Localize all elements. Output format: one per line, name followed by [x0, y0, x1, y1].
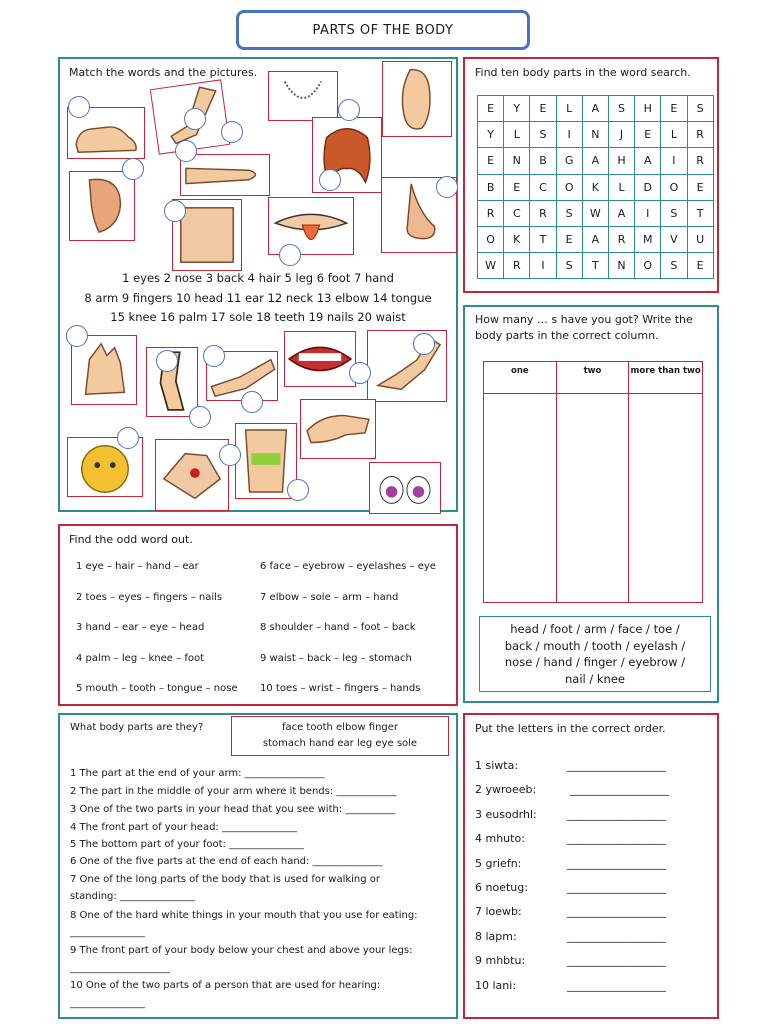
nails-picture	[155, 439, 229, 511]
how-many-panel	[463, 305, 719, 703]
answer-circle-2[interactable]	[184, 108, 206, 130]
definitions-instruction: What body parts are they?	[70, 722, 204, 733]
columns-table	[483, 361, 703, 603]
mouth-picture	[284, 331, 356, 387]
how-many-instruction-1: How many … s have you got? Write the	[475, 313, 693, 326]
word-search-cell[interactable]: T	[582, 253, 608, 279]
word-search-cell[interactable]: L	[504, 122, 530, 148]
word-search-cell[interactable]: L	[661, 122, 687, 148]
scramble-answer-blank[interactable]: __________________	[567, 856, 666, 870]
word-search-cell[interactable]: E	[530, 96, 556, 122]
word-search-cell[interactable]: K	[504, 226, 530, 252]
word-bank-line: head / foot / arm / face / toe /	[510, 622, 680, 636]
word-search-cell[interactable]: S	[661, 200, 687, 226]
word-search-cell[interactable]: T	[687, 200, 713, 226]
word-search-cell[interactable]: W	[478, 253, 504, 279]
word-search-cell[interactable]: I	[661, 148, 687, 174]
answer-circle-5[interactable]	[175, 140, 197, 162]
column-two-cell[interactable]	[556, 394, 629, 603]
word-search-row	[478, 200, 714, 226]
scramble-answer-blank[interactable]: __________________	[567, 978, 666, 992]
word-search-cell[interactable]: R	[608, 226, 634, 252]
word-search-cell[interactable]: V	[661, 226, 687, 252]
column-more-cell[interactable]	[629, 394, 703, 603]
odd-item-8: 8 shoulder – hand – foot – back	[260, 622, 416, 633]
word-search-cell[interactable]: K	[582, 174, 608, 200]
word-search-cell[interactable]: A	[582, 148, 608, 174]
match-instruction: Match the words and the pictures.	[69, 66, 258, 79]
word-search-cell[interactable]: N	[504, 148, 530, 174]
scramble-answer-blank[interactable]: __________________	[567, 954, 666, 968]
odd-item-3: 3 hand – ear – eye – head	[76, 622, 205, 633]
word-search-cell[interactable]: S	[661, 253, 687, 279]
word-search-cell[interactable]: O	[661, 174, 687, 200]
word-search-cell[interactable]: B	[530, 148, 556, 174]
ear-picture	[69, 171, 135, 241]
word-search-cell[interactable]: W	[582, 200, 608, 226]
word-search-row	[478, 174, 714, 200]
eyes-picture	[369, 462, 441, 514]
odd-item-5: 5 mouth – tooth – tongue – nose	[76, 683, 238, 694]
word-search-cell[interactable]: S	[608, 96, 634, 122]
word-search-cell[interactable]: H	[608, 148, 634, 174]
definition-line: _______________	[70, 927, 145, 938]
definition-line: 5 The bottom part of your foot: _______________	[70, 839, 305, 850]
scramble-word: 4 mhuto:	[475, 832, 525, 846]
answer-circle-3[interactable]	[221, 121, 243, 143]
odd-item-2: 2 toes – eyes – fingers – nails	[76, 592, 223, 603]
answer-circle-1[interactable]	[68, 96, 90, 118]
scramble-word: 5 griefn:	[475, 856, 522, 870]
word-search-cell[interactable]: E	[478, 96, 504, 122]
answer-circle-17[interactable]	[241, 391, 263, 413]
word-bank-line: back / mouth / tooth / eyelash /	[504, 638, 686, 653]
answer-circle-14[interactable]	[413, 333, 435, 355]
answer-circle-12[interactable]	[156, 350, 178, 372]
word-search-cell[interactable]: Y	[478, 122, 504, 148]
definition-line: 8 One of the hard white things in your mouth that you use for eating:	[70, 910, 418, 921]
definition-line: standing: _______________	[70, 891, 195, 902]
match-words-line-2: 8 arm 9 fingers 10 head 11 ear 12 neck 13 elbow 14 tongue	[84, 291, 432, 305]
scramble-answer-blank[interactable]: __________________	[567, 881, 666, 894]
word-search-row	[478, 96, 714, 122]
odd-item-10: 10 toes – wrist – fingers – hands	[260, 683, 421, 694]
odd-item-4: 4 palm – leg – knee – foot	[76, 653, 204, 664]
word-search-cell[interactable]: G	[556, 148, 582, 174]
word-search-cell[interactable]: M	[635, 226, 661, 252]
scramble-word: 6 noetug:	[475, 881, 528, 894]
definition-line: 2 The part in the middle of your arm where it bends: ____________	[70, 786, 397, 797]
word-search-cell[interactable]: A	[608, 200, 634, 226]
definition-line: 1 The part at the end of your arm: ________________	[70, 768, 325, 779]
page-title: PARTS OF THE BODY	[236, 10, 530, 50]
scramble-word: 8 lapm:	[475, 929, 517, 943]
scramble-word: 9 mhbtu:	[475, 954, 526, 968]
answer-circle-4[interactable]	[338, 99, 360, 121]
definition-line: 7 One of the long parts of the body that is used for walking or	[70, 874, 381, 885]
word-search-row	[478, 148, 714, 174]
scramble-answer-blank[interactable]: __________________	[567, 929, 666, 943]
answer-circle-16[interactable]	[189, 406, 211, 428]
answer-circle-20[interactable]	[287, 479, 309, 501]
answer-circle-18[interactable]	[117, 427, 139, 449]
scramble-answer-blank[interactable]: __________________	[567, 807, 666, 821]
odd-word-panel	[58, 524, 458, 706]
word-search-cell[interactable]: C	[504, 200, 530, 226]
word-search-cell[interactable]: S	[530, 122, 556, 148]
word-search-cell[interactable]: I	[556, 122, 582, 148]
column-one-cell[interactable]	[484, 394, 557, 603]
answer-circle-7[interactable]	[319, 169, 341, 191]
match-words-line-1: 1 eyes 2 nose 3 back 4 hair 5 leg 6 foot 7 hand	[122, 271, 394, 285]
word-search-cell[interactable]: R	[687, 122, 713, 148]
word-search-row	[478, 226, 714, 252]
word-search-cell[interactable]: N	[582, 122, 608, 148]
answer-circle-15[interactable]	[349, 362, 371, 384]
definitions-options-box	[231, 716, 449, 756]
definition-line: _______________	[70, 998, 145, 1009]
scramble-word: 7 loewb:	[475, 905, 522, 919]
word-search-cell[interactable]: E	[687, 174, 713, 200]
word-bank-line: nose / hand / finger / eyebrow /	[504, 655, 686, 669]
word-search-cell[interactable]: E	[478, 148, 504, 174]
word-search-cell[interactable]: J	[608, 122, 634, 148]
scramble-word: 2 ywroeeb:	[475, 783, 537, 797]
word-search-cell[interactable]: I	[635, 200, 661, 226]
column-two-header: two	[556, 362, 629, 394]
column-more-header: more than two	[629, 362, 703, 394]
word-search-cell[interactable]: T	[530, 226, 556, 252]
finger-picture	[180, 154, 270, 196]
odd-item-7: 7 elbow – sole – arm – hand	[260, 592, 399, 603]
scramble-answer-blank[interactable]: __________________	[567, 832, 666, 846]
definitions-panel	[58, 713, 458, 1019]
how-many-instruction-2: body parts in the correct column.	[475, 329, 659, 342]
answer-circle-11[interactable]	[66, 325, 88, 347]
scramble-instruction: Put the letters in the correct order.	[475, 722, 666, 735]
word-search-cell[interactable]: S	[687, 96, 713, 122]
word-search-cell[interactable]: E	[635, 122, 661, 148]
definition-line: 6 One of the five parts at the end of each hand: ______________	[70, 856, 383, 867]
word-search-row	[478, 122, 714, 148]
tongue-picture	[268, 197, 354, 255]
definition-line: 4 The front part of your head: _______________	[70, 822, 297, 833]
word-search-cell[interactable]: L	[608, 174, 634, 200]
word-search-cell[interactable]: O	[556, 174, 582, 200]
word-search-cell[interactable]: S	[556, 200, 582, 226]
arm-picture	[367, 330, 447, 402]
word-search-cell[interactable]: I	[530, 253, 556, 279]
word-search-cell[interactable]: S	[556, 253, 582, 279]
word-search-cell[interactable]: R	[530, 200, 556, 226]
word-search-cell[interactable]: U	[687, 226, 713, 252]
match-words-line-3: 15 knee 16 palm 17 sole 18 teeth 19 nails 20 waist	[110, 310, 406, 324]
word-search-cell[interactable]: E	[504, 174, 530, 200]
scramble-answer-blank[interactable]: __________________	[570, 783, 669, 797]
word-search-cell[interactable]: D	[635, 174, 661, 200]
answer-circle-13[interactable]	[203, 345, 225, 367]
scramble-word: 3 eusodrhl:	[475, 807, 537, 821]
scramble-answer-blank[interactable]: __________________	[567, 759, 666, 772]
word-search-grid	[477, 95, 714, 279]
word-search-cell[interactable]: N	[608, 253, 634, 279]
answer-circle-6[interactable]	[122, 158, 144, 180]
word-search-cell[interactable]: L	[556, 96, 582, 122]
scramble-word: 1 siwta:	[475, 759, 519, 772]
word-search-cell[interactable]: A	[582, 96, 608, 122]
word-search-row	[478, 253, 714, 279]
word-search-cell[interactable]: A	[635, 148, 661, 174]
word-search-cell[interactable]: O	[478, 226, 504, 252]
word-bank-line: nail / knee	[564, 671, 625, 686]
answer-circle-19[interactable]	[219, 444, 241, 466]
definition-line: ____________________	[70, 963, 170, 974]
match-panel	[58, 57, 458, 512]
word-search-instruction: Find ten body parts in the word search.	[475, 66, 691, 79]
word-search-cell[interactable]: R	[687, 148, 713, 174]
word-search-cell[interactable]: Y	[504, 96, 530, 122]
definition-line: 10 One of the two parts of a person that are used for hearing:	[70, 980, 381, 991]
scramble-panel	[463, 713, 719, 1019]
word-bank	[479, 616, 711, 692]
scramble-answer-blank[interactable]: __________________	[567, 905, 666, 919]
word-search-cell[interactable]: E	[556, 226, 582, 252]
word-search-cell[interactable]: E	[661, 96, 687, 122]
definition-line: 3 One of the two parts in your head that you see with: __________	[70, 804, 396, 815]
word-search-cell[interactable]: C	[530, 174, 556, 200]
odd-word-instruction: Find the odd word out.	[69, 533, 193, 546]
word-search-cell[interactable]: O	[635, 253, 661, 279]
palm-picture	[300, 399, 376, 459]
word-search-cell[interactable]: A	[582, 226, 608, 252]
definition-line: 9 The front part of your body below your chest and above your legs:	[70, 945, 413, 956]
answer-circle-8[interactable]	[436, 176, 458, 198]
odd-item-6: 6 face – eyebrow – eyelashes – eye	[260, 561, 436, 572]
word-search-cell[interactable]: H	[635, 96, 661, 122]
word-search-cell[interactable]: R	[504, 253, 530, 279]
column-one-header: one	[484, 362, 557, 394]
sole-picture	[382, 61, 452, 137]
word-search-cell[interactable]: B	[478, 174, 504, 200]
odd-item-1: 1 eye – hair – hand – ear	[76, 561, 199, 572]
options-line-1: face tooth elbow finger	[281, 722, 399, 733]
word-search-cell[interactable]: R	[478, 200, 504, 226]
word-search-panel	[463, 57, 719, 293]
scramble-word: 10 lani:	[475, 978, 517, 992]
neck-picture	[268, 71, 338, 121]
word-search-cell[interactable]: E	[687, 253, 713, 279]
answer-circle-9[interactable]	[164, 200, 186, 222]
answer-circle-10[interactable]	[279, 244, 301, 266]
odd-item-9: 9 waist – back – leg – stomach	[260, 653, 412, 664]
options-line-2: stomach hand ear leg eye sole	[262, 738, 418, 749]
